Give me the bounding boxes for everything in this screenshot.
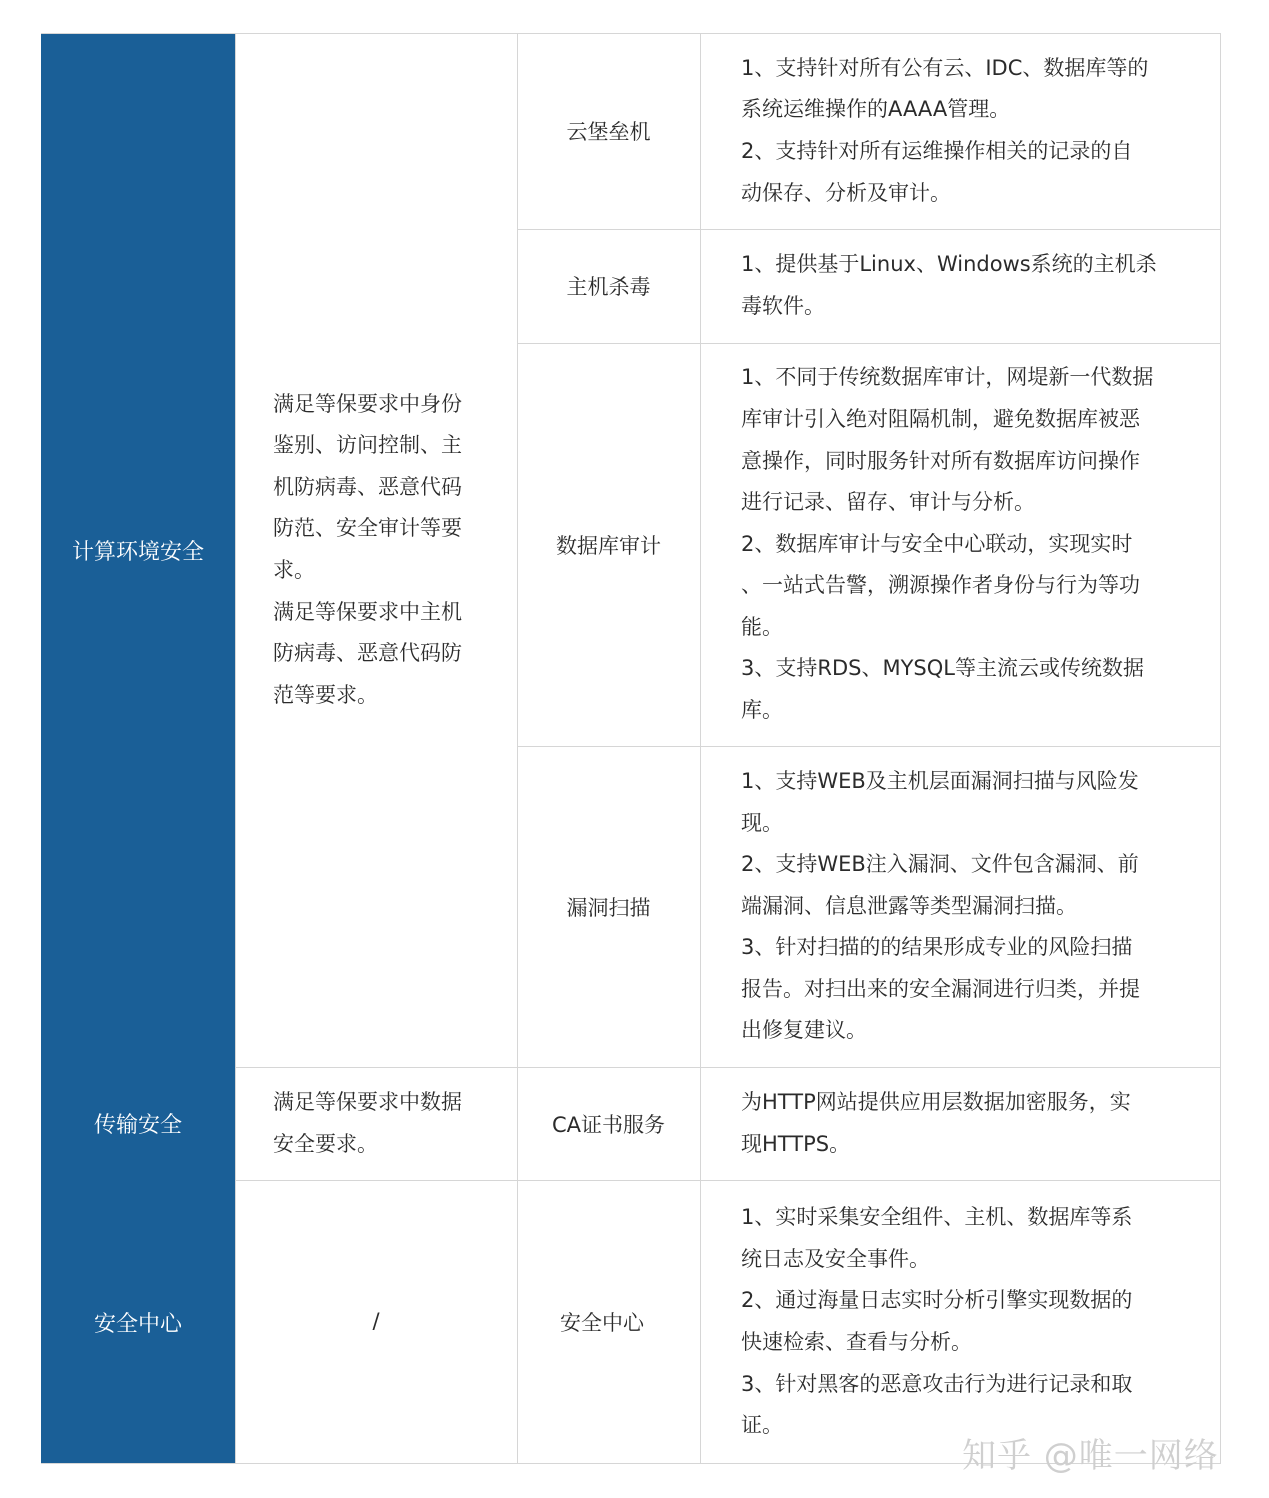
description-line: 2、支持WEB注入漏洞、文件包含漏洞、前 <box>741 852 1139 877</box>
product-vuln-scan <box>517 746 700 1067</box>
product-label: 漏洞扫描 <box>566 895 651 920</box>
description-line: 1、支持WEB及主机层面漏洞扫描与风险发 <box>741 768 1139 793</box>
category-label: 传输安全 <box>93 1113 182 1138</box>
category-computing <box>41 33 235 1067</box>
grid-line <box>517 746 1221 747</box>
description-line: 报告。对扫出来的安全漏洞进行归类，并提 <box>741 976 1140 1001</box>
grid-line <box>235 33 236 1464</box>
description-db-audit <box>700 343 1221 746</box>
description-ca-cert <box>700 1067 1221 1180</box>
grid-line <box>235 1067 1221 1068</box>
requirement-line: / <box>372 1309 380 1334</box>
product-bastion <box>517 33 700 229</box>
description-line: 快速检索、查看与分析。 <box>741 1330 972 1354</box>
description-line: 系统运维操作的AAAA管理。 <box>741 97 1011 122</box>
product-label: 数据库审计 <box>556 533 661 558</box>
category-label: 安全中心 <box>93 1311 182 1337</box>
description-line: 3、针对黑客的恶意攻击行为进行记录和取 <box>741 1371 1133 1396</box>
grid-line <box>235 1180 1221 1181</box>
requirement-line: 满足等保要求中数据 <box>273 1089 462 1114</box>
description-line: 动保存、分析及审计。 <box>741 180 951 205</box>
requirement-line: 求。 <box>273 558 315 582</box>
description-line: 1、支持针对所有公有云、IDC、数据库等的 <box>741 55 1149 80</box>
description-line: 1、提供基于Linux、Windows系统的主机杀 <box>741 252 1157 277</box>
description-line: 出修复建议。 <box>741 1018 867 1043</box>
requirement-line: 防病毒、恶意代码防 <box>273 641 462 666</box>
description-line: 能。 <box>741 614 783 639</box>
product-label: CA证书服务 <box>551 1112 666 1137</box>
description-line: 端漏洞、信息泄露等类型漏洞扫描。 <box>741 893 1077 918</box>
description-line: 库。 <box>741 698 783 723</box>
description-line: 毒软件。 <box>741 294 825 318</box>
requirement-line: 机防病毒、恶意代码 <box>273 474 462 499</box>
grid-line <box>517 229 1221 230</box>
requirement-line: 防范、安全审计等要 <box>273 516 462 541</box>
grid-line <box>41 33 1221 34</box>
description-line: 2、数据库审计与安全中心联动，实现实时 <box>741 531 1133 556</box>
description-line: 进行记录、留存、审计与分析。 <box>741 490 1035 515</box>
requirement-transport <box>235 1067 517 1180</box>
requirement-computing <box>235 33 517 1067</box>
grid-line <box>700 33 701 1464</box>
description-line: 1、不同于传统数据库审计，网堤新一代数据 <box>741 365 1154 390</box>
requirement-line: 满足等保要求中主机 <box>273 599 462 624</box>
description-line: 3、支持RDS、MYSQL等主流云或传统数据 <box>741 656 1144 681</box>
product-label: 安全中心 <box>560 1311 644 1335</box>
description-line: 统日志及安全事件。 <box>741 1246 930 1271</box>
requirement-line: 满足等保要求中身份 <box>273 391 462 416</box>
description-line: 库审计引入绝对阻隔机制，避免数据库被恶 <box>741 406 1140 431</box>
grid-line <box>517 33 518 1464</box>
description-line: 为HTTP网站提供应用层数据加密服务，实 <box>741 1089 1131 1114</box>
description-line: 现HTTPS。 <box>741 1131 851 1156</box>
description-bastion <box>700 33 1221 229</box>
description-line: 2、通过海量日志实时分析引擎实现数据的 <box>741 1288 1133 1313</box>
product-ca-cert <box>517 1067 700 1180</box>
category-label: 计算环境安全 <box>71 539 204 565</box>
requirement-line: 鉴别、访问控制、主 <box>273 433 462 458</box>
product-label: 主机杀毒 <box>566 275 651 299</box>
grid-line <box>517 343 1221 344</box>
description-line: 1、实时采集安全组件、主机、数据库等系 <box>741 1205 1133 1230</box>
product-security-center <box>517 1180 687 1464</box>
requirement-line: 范等要求。 <box>273 682 378 707</box>
watermark: 知乎 @唯一网络 <box>962 1436 1219 1476</box>
category-security-center <box>41 1180 235 1464</box>
requirement-line: 安全要求。 <box>273 1131 378 1156</box>
product-label: 云堡垒机 <box>566 120 651 144</box>
description-line: 、一站式告警，溯源操作者身份与行为等功 <box>741 573 1140 598</box>
security-table <box>41 33 1221 1464</box>
description-line: 2、支持针对所有运维操作相关的记录的自 <box>741 139 1133 163</box>
description-line: 证。 <box>741 1413 783 1438</box>
category-transport <box>41 1067 235 1180</box>
description-line: 现。 <box>741 810 783 835</box>
description-security-center <box>700 1180 1221 1464</box>
product-antivirus <box>517 229 700 343</box>
grid-line <box>1220 33 1221 1464</box>
description-antivirus <box>700 229 1221 343</box>
requirement-security-center <box>235 1180 517 1464</box>
product-db-audit <box>517 343 700 746</box>
description-line: 3、针对扫描的的结果形成专业的风险扫描 <box>741 935 1133 960</box>
description-vuln-scan <box>700 746 1221 1067</box>
description-line: 意操作，同时服务针对所有数据库访问操作 <box>741 448 1140 473</box>
